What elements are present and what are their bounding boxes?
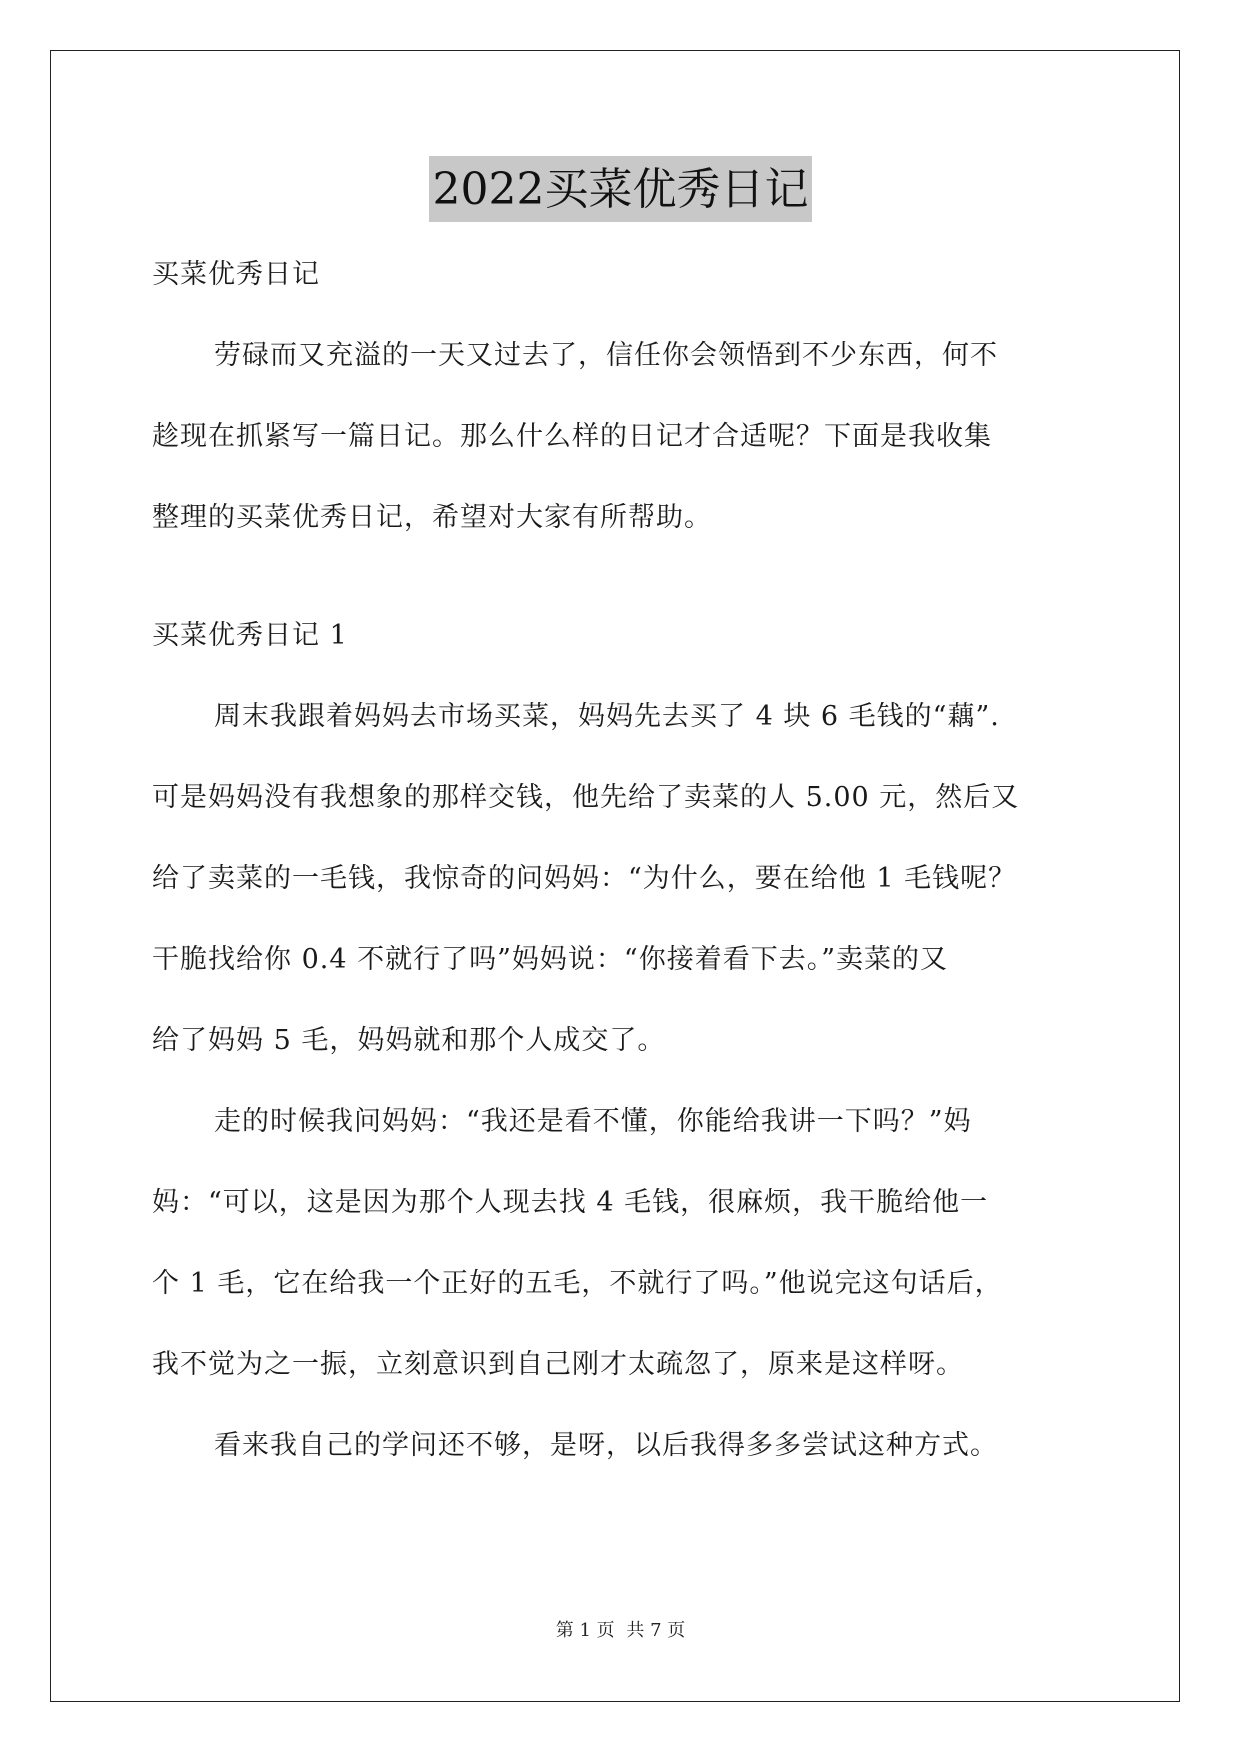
document-title: 2022买菜优秀日记 (429, 156, 813, 222)
text-line: 我不觉为之一振，立刻意识到自己刚才太疏忽了，原来是这样呀。 (152, 1349, 964, 1380)
text-line: 整理的买菜优秀日记，希望对大家有所帮助。 (152, 502, 712, 533)
text-line: 买菜优秀日记 (152, 259, 320, 290)
text-line: 周末我跟着妈妈去市场买菜，妈妈先去买了 4 块 6 毛钱的“藕”. (214, 701, 1000, 732)
text-line: 看来我自己的学问还不够，是呀，以后我得多多尝试这种方式。 (214, 1430, 998, 1461)
text-line: 个 1 毛，它在给我一个正好的五毛，不就行了吗。”他说完这句话后， (152, 1268, 1003, 1299)
text-line: 买菜优秀日记 1 (152, 620, 348, 651)
total-pages: 共 7 页 (626, 1620, 686, 1641)
text-line: 可是妈妈没有我想象的那样交钱，他先给了卖菜的人 5.00 元，然后又 (152, 782, 1020, 813)
page-footer (0, 1616, 1241, 1642)
text-line: 给了妈妈 5 毛，妈妈就和那个人成交了。 (152, 1025, 666, 1056)
text-line: 走的时候我问妈妈：“我还是看不懂，你能给我讲一下吗？”妈 (214, 1106, 972, 1137)
title-container (0, 156, 1241, 222)
text-line: 干脆找给你 0.4 不就行了吗”妈妈说：“你接着看下去。”卖菜的又 (152, 944, 949, 975)
text-line: 劳碌而又充溢的一天又过去了，信任你会领悟到不少东西，何不 (214, 340, 998, 371)
paragraph-gap (152, 579, 1092, 616)
text-line: 趁现在抓紧写一篇日记。那么什么样的日记才合适呢？下面是我收集 (152, 421, 992, 452)
text-line: 妈：“可以，这是因为那个人现去找 4 毛钱，很麻烦，我干脆给他一 (152, 1187, 989, 1218)
document-body (152, 255, 1092, 1507)
page-number: 第 1 页 (555, 1620, 615, 1641)
text-line: 给了卖菜的一毛钱，我惊奇的问妈妈：“为什么，要在给他 1 毛钱呢？ (152, 863, 1017, 894)
